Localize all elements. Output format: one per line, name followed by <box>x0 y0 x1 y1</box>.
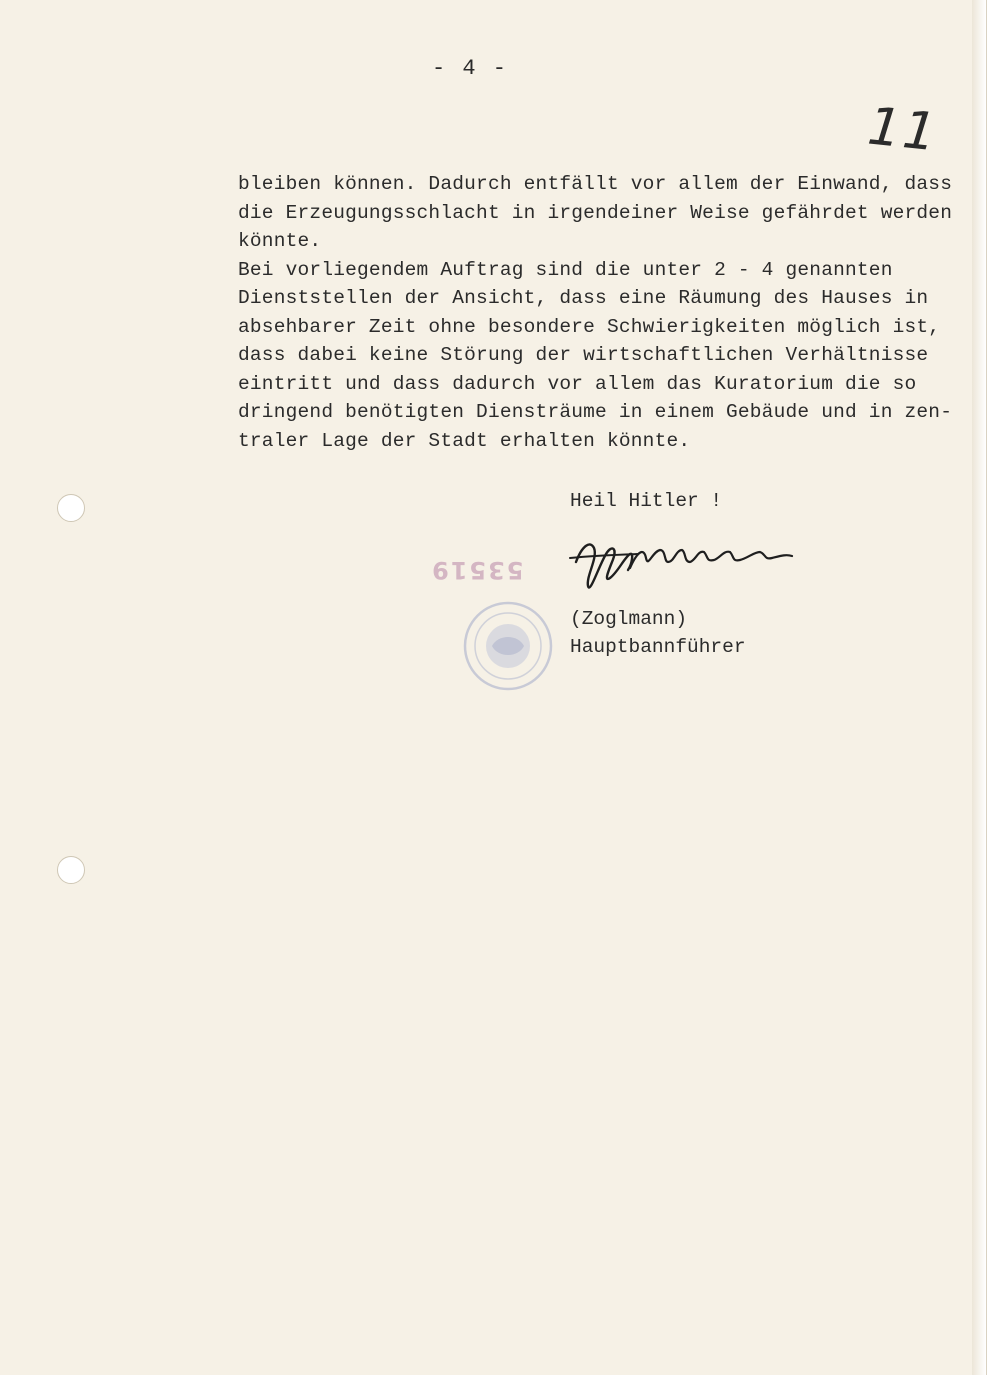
body-line: traler Lage der Stadt erhalten könnte. <box>238 429 691 452</box>
signer-title: Hauptbannführer <box>570 636 746 658</box>
closing-salutation: Heil Hitler ! <box>570 490 723 512</box>
punch-hole-top <box>57 494 85 522</box>
page-edge <box>972 0 986 1375</box>
body-line: Bei vorliegendem Auftrag sind die unter 2 - 4 genannten <box>238 258 893 281</box>
handwritten-signature <box>568 528 798 598</box>
body-line: bleiben können. Dadurch entfällt vor allem der Einwand, dass <box>238 173 953 195</box>
body-line: Dienststellen der Ansicht, dass eine Räumung des Hauses in <box>238 287 929 309</box>
page-number: - 4 - <box>431 56 508 81</box>
body-line: die Erzeugungsschlacht in irgendeiner Weise gefährdet werden <box>238 201 953 224</box>
body-line: könnte. <box>238 230 322 252</box>
archive-folio-mark: 11 <box>865 96 942 164</box>
body-line: eintritt und dass dadurch vor allem das Kuratorium die so <box>238 372 917 395</box>
stamp-number: 53519 <box>430 556 524 584</box>
body-line: dass dabei keine Störung der wirtschaftlichen Verhältnisse <box>238 344 929 366</box>
body-line: absehbarer Zeit ohne besondere Schwierigkeiten möglich ist, <box>238 315 941 338</box>
body-text <box>238 170 958 455</box>
signer-name: (Zoglmann) <box>570 608 688 630</box>
official-seal-stamp <box>462 600 554 692</box>
body-line: dringend benötigten Diensträume in einem Gebäude und in zen- <box>238 401 953 423</box>
punch-hole-bottom <box>57 856 85 884</box>
